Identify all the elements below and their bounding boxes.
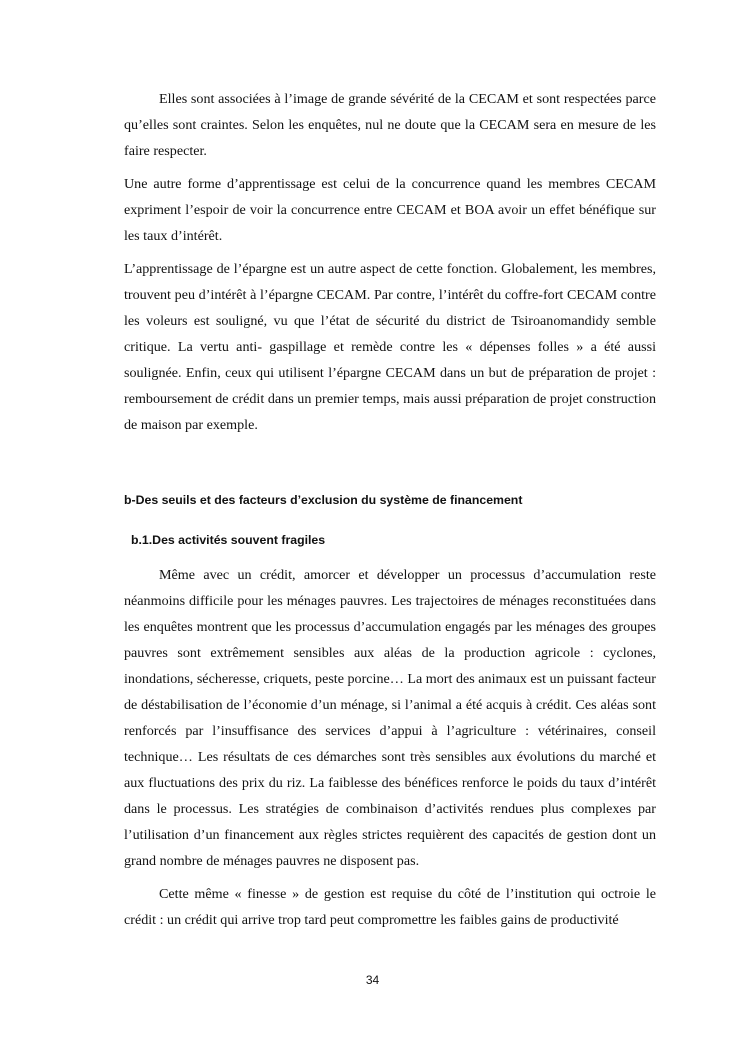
paragraph-sanctions: Elles sont associées à l’image de grande sévérité de la CECAM et sont respectées parce qu’elles sont craintes. Selon les enquêtes, nul ne doute que la CECAM sera en mesure de les faire respecter. [124, 91, 656, 159]
paragraph-activites-fragiles: Même avec un crédit, amorcer et développer un processus d’accumulation reste néanmoins difficile pour les ménages pauvres. Les trajectoires de ménages reconstituées dans les enquêtes montrent que les processus d’accumulation engagés par les ménages des groupes pauvres sont extrêmement sensibles aux aléas de la production agricole : cyclones, inondations, sécheresse, criquets, peste porcine… La mort des animaux est un puissant facteur de déstabilisation de l’économie d’un ménage, si l’animal a été acquis à crédit. Ces aléas sont renforcés par l’insuffisance des services d’appui à l’agriculture : vétérinaires, conseil technique… Les résultats de ces démarches sont très sensibles aux évolutions du marché et aux fluctuations des prix du riz. La faiblesse des bénéfices renforce le poids du taux d’intérêt dans le processus. Les stratégies de combinaison d’activités rendues plus complexes par l’utilisation d’un financement aux règles strictes requièrent des capacités de gestion dont un grand nombre de ménages pauvres ne disposent pas. [124, 567, 656, 869]
section-b-heading: b-Des seuils et des facteurs d’exclusion du système de financement [124, 493, 523, 507]
section-b1-heading: b.1.Des activités souvent fragiles [131, 533, 326, 547]
paragraph-concurrence: Une autre forme d’apprentissage est celui de la concurrence quand les membres CECAM expriment l’espoir de voir la concurrence entre CECAM et BOA avoir un effet bénéfique sur les taux d’intérêt. [124, 176, 656, 244]
paragraph-finesse-gestion: Cette même « finesse » de gestion est requise du côté de l’institution qui octroie le crédit : un crédit qui arrive trop tard peut compromettre les faibles gains de productivité [124, 886, 656, 928]
document-body [124, 86, 656, 933]
page-number: 34 [365, 973, 380, 987]
paragraph-epargne: L’apprentissage de l’épargne est un autre aspect de cette fonction. Globalement, les membres, trouvent peu d’intérêt à l’épargne CECAM. Par contre, l’intérêt du coffre-fort CECAM contre les voleurs est souligné, vu que l’état de sécurité du district de Tsiroanomandidy semble critique. La vertu anti- gaspillage et remède contre les « dépenses folles » a été aussi soulignée. Enfin, ceux qui utilisent l’épargne CECAM dans un but de préparation de projet : remboursement de crédit dans un premier temps, mais aussi préparation de projet construction de maison par exemple. [124, 261, 656, 433]
